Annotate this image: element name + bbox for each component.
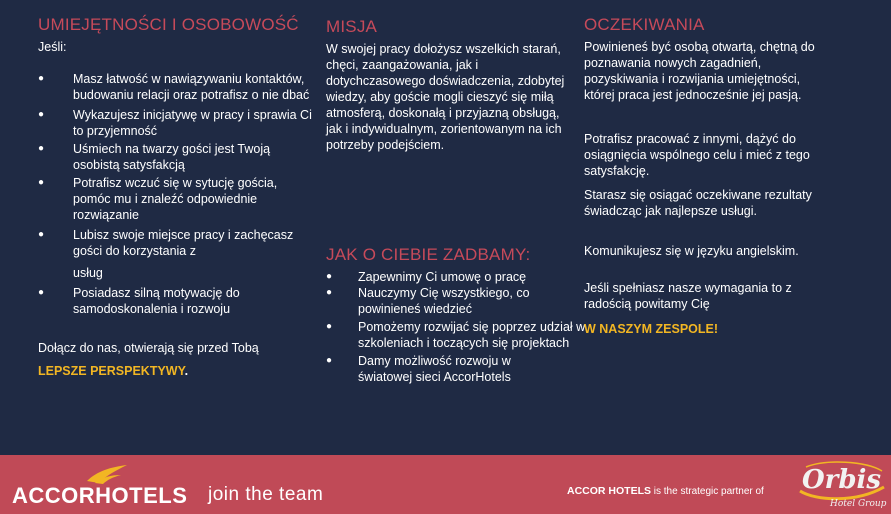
skills-heading: UMIEJĘTNOŚCI I OSOBOWOŚĆ bbox=[38, 15, 299, 34]
list-item: ● Zapewnimy Ci umowę o pracę bbox=[326, 270, 527, 284]
list-item: ● Lubisz swoje miejsce pracy i zachęcasz gości do korzystania z bbox=[38, 228, 294, 258]
accorhotels-logo: ACCORHOTELS bbox=[12, 483, 188, 508]
accor-bird-icon bbox=[85, 463, 129, 485]
expectations-highlight: W NASZYM ZESPOLE! bbox=[584, 322, 719, 336]
list-item: ● Damy możliwość rozwoju w światowej sieci AccorHotels bbox=[326, 354, 511, 384]
list-item: ● Uśmiech na twarzy gości jest Twoją osobistą satysfakcją bbox=[38, 142, 271, 172]
expectations-p4: Komunikujesz się w języku angielskim. bbox=[584, 244, 799, 258]
expectations-p2: Potrafisz pracować z innymi, dążyć do osiągnięcia wspólnego celu i mieć z tego satysfakcję. bbox=[584, 132, 810, 178]
footer-bar bbox=[0, 455, 891, 514]
expectations-heading: OCZEKIWANIA bbox=[584, 15, 705, 34]
expectations-p3: Starasz się osiągać oczekiwane rezultaty świadcząc jak najlepsze usługi. bbox=[584, 188, 812, 218]
skills-outro: Dołącz do nas, otwierają się przed Tobą bbox=[38, 341, 259, 355]
list-item: ● Posiadasz silną motywację do samodoskonalenia i rozwoju bbox=[38, 286, 240, 316]
list-item-continuation: usług bbox=[73, 266, 103, 280]
skills-highlight: LEPSZE PERSPEKTYWY. bbox=[38, 364, 189, 378]
orbis-subtitle: Hotel Group bbox=[830, 499, 887, 509]
orbis-name: Orbis bbox=[802, 465, 882, 495]
expectations-p1: Powinieneś być osobą otwartą, chętną do poznawania nowych zagadnień, pozyskiwania i rozwijania umiejętności, której praca jest jednocześnie jej pasją. bbox=[584, 40, 815, 102]
mission-text: W swojej pracy dołożysz wszelkich starań, chęci, zaangażowania, jak i dotychczasowego doświadczenia, zdobytej wiedzy, aby goście mogli cieszyć się miłą atmosferą, doskonałą i przyjazną obsługą, jak i indywidualnym, zorientowanym na ich potrzeby podejściem. bbox=[326, 42, 565, 152]
list-item: ● Pomożemy rozwijać się poprzez udział w szkoleniach i toczących się projektach bbox=[326, 320, 586, 350]
partner-note: ACCOR HOTELS is the strategic partner of bbox=[567, 485, 764, 497]
list-item: ● Potrafisz wczuć się w sytucję gościa, pomóc mu i znaleźć odpowiednie rozwiązanie bbox=[38, 176, 278, 222]
list-item: ● Wykazujesz inicjatywę w pracy i sprawia Ci to przyjemność bbox=[38, 108, 312, 138]
expectations-p5: Jeśli spełniasz nasze wymagania to z radością powitamy Cię bbox=[584, 281, 792, 311]
list-item: ● Masz łatwość w nawiązywaniu kontaktów, budowaniu relacji oraz potrafisz o nie dbać bbox=[38, 72, 310, 102]
skills-list bbox=[38, 71, 318, 317]
join-team-tagline: join the team bbox=[208, 484, 324, 505]
care-list bbox=[326, 269, 588, 385]
mission-heading: MISJA bbox=[326, 17, 378, 36]
skills-intro: Jeśli: bbox=[38, 40, 67, 54]
care-heading: JAK O CIEBIE ZADBAMY: bbox=[326, 245, 531, 264]
orbis-logo bbox=[796, 461, 888, 512]
list-item: ● Nauczymy Cię wszystkiego, co powinieneś wiedzieć bbox=[326, 286, 530, 316]
